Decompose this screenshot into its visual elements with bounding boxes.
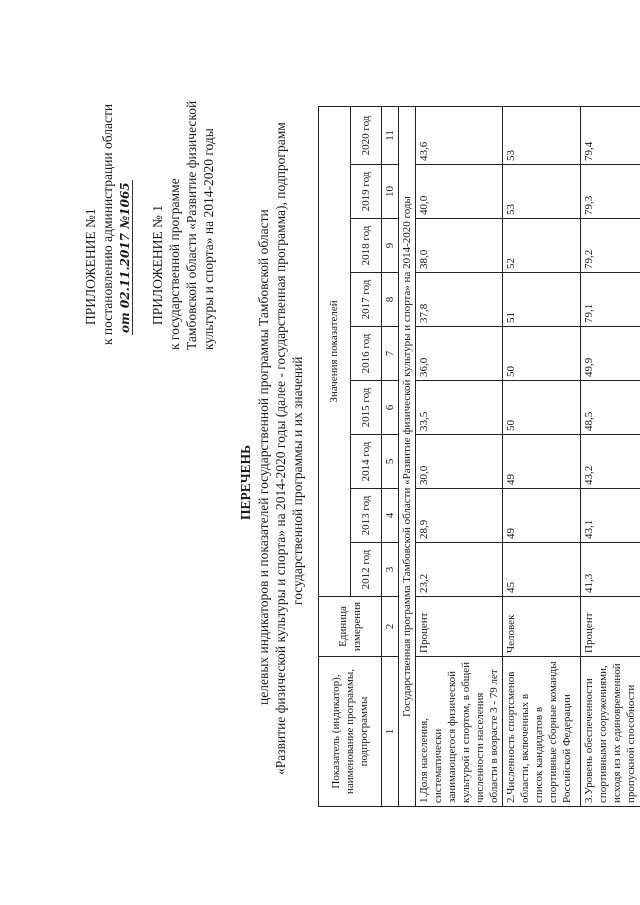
value-cell: 41,3 — [581, 543, 640, 597]
value-cell: 49 — [503, 489, 581, 543]
value-cell: 30,0 — [416, 435, 503, 489]
indicator-unit: Человек — [503, 597, 581, 657]
value-cell: 43,2 — [581, 435, 640, 489]
year-cell: 2018 год — [350, 219, 382, 273]
value-cell: 43,1 — [581, 489, 640, 543]
col-number: 6 — [382, 381, 399, 435]
table-row — [581, 106, 640, 806]
value-cell: 36,0 — [416, 327, 503, 381]
program-name: Государственная программа Тамбовской области «Развитие физической культуры и спорта» на 2014-2020 годы — [399, 106, 416, 806]
indicator-name: 2.Численность спортсменов области, включенных в список кандидатов в спортивные сборные команды Российской Федерации — [503, 657, 581, 807]
appendix2-line2: Тамбовской области «Развитие физической — [184, 100, 199, 350]
year-cell: 2016 год — [350, 327, 382, 381]
year-cell: 2015 год — [350, 381, 382, 435]
value-cell: 79,3 — [581, 165, 640, 219]
value-cell: 53 — [503, 165, 581, 219]
value-cell: 49 — [503, 435, 581, 489]
value-cell: 49,9 — [581, 327, 640, 381]
col-number: 4 — [382, 489, 399, 543]
table-row — [416, 106, 503, 806]
program-row — [399, 106, 416, 806]
year-cell: 2019 год — [350, 165, 382, 219]
indicator-name: 3.Уровень обеспеченности спортивными сооружениями, исходя из их единовременной пропускной способности — [581, 657, 640, 807]
value-cell: 40,0 — [416, 165, 503, 219]
year-cell: 2014 год — [350, 435, 382, 489]
header-row-1 — [319, 106, 351, 806]
col-number: 9 — [382, 219, 399, 273]
appendix2-title: ПРИЛОЖЕНИЕ № 1 — [150, 204, 165, 325]
value-cell: 79,2 — [581, 219, 640, 273]
col-number: 7 — [382, 327, 399, 381]
year-cell: 2017 год — [350, 273, 382, 327]
head-unit: Единица измерения — [319, 597, 382, 657]
value-cell: 50 — [503, 327, 581, 381]
value-cell: 79,1 — [581, 273, 640, 327]
table-row — [503, 106, 581, 806]
value-cell: 48,5 — [581, 381, 640, 435]
col-number: 10 — [382, 165, 399, 219]
head-indicator: Показатель (индикатор), наименование программы, подпрограммы — [319, 657, 382, 807]
decree-line: к постановлению администрации области — [100, 103, 115, 345]
value-cell: 33,5 — [416, 381, 503, 435]
title-line1: целевых индикаторов и показателей государственной программы Тамбовской области — [256, 209, 271, 705]
year-cell: 2020 год — [350, 106, 382, 164]
value-cell: 51 — [503, 273, 581, 327]
value-cell: 38,0 — [416, 219, 503, 273]
col-number: 5 — [382, 435, 399, 489]
value-cell: 37,8 — [416, 273, 503, 327]
col-number: 8 — [382, 273, 399, 327]
appendix-title: ПРИЛОЖЕНИЕ №1 — [83, 208, 98, 325]
indicator-name: 1.Доля населения, систематически занимающегося физической культурой и спортом, в общей численности населения области в возрасте 3 - 79 лет — [416, 657, 503, 807]
col-number: 1 — [382, 657, 399, 807]
decree-date-handwritten: от 02.11.2017 №1065 — [118, 182, 132, 333]
value-cell: 45 — [503, 543, 581, 597]
indicator-unit: Процент — [416, 597, 503, 657]
column-number-row — [382, 106, 399, 806]
value-cell: 28,9 — [416, 489, 503, 543]
year-cell: 2012 год — [350, 543, 382, 597]
col-number: 11 — [382, 106, 399, 164]
appendix2-line3: культуры и спорта» на 2014-2020 годы — [201, 128, 216, 350]
value-cell: 79,4 — [581, 106, 640, 164]
value-cell: 43,6 — [416, 106, 503, 164]
appendix2-line1: к государственной программе — [167, 178, 182, 350]
value-cell: 50 — [503, 381, 581, 435]
value-cell: 23,2 — [416, 543, 503, 597]
title-line3: государственной программы и их значений — [290, 356, 305, 605]
indicators-table — [318, 106, 640, 807]
title-line2: «Развитие физической культуры и спорта» на 2014-2020 годы (далее - государственная программа), подпрограмм — [273, 122, 288, 775]
indicator-unit: Процент — [581, 597, 640, 657]
value-cell: 52 — [503, 219, 581, 273]
col-number: 3 — [382, 543, 399, 597]
document-title: ПЕРЕЧЕНЬ — [238, 444, 253, 520]
value-cell: 53 — [503, 106, 581, 164]
col-number: 2 — [382, 597, 399, 657]
head-values: Значения показателей — [319, 106, 351, 596]
decree-date-wrap — [116, 180, 134, 335]
year-cell: 2013 год — [350, 489, 382, 543]
